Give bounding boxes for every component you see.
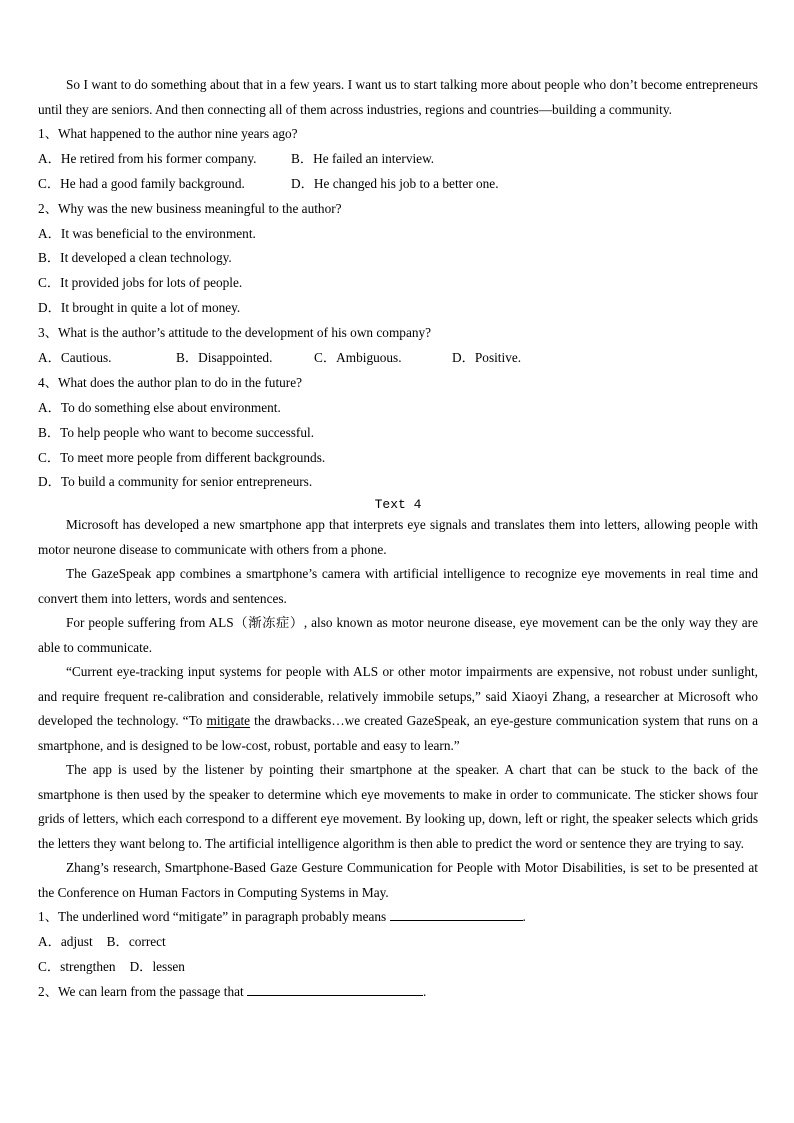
question-text: What is the author’s attitude to the development of his own company? [57,325,432,341]
passage-paragraph-3: For people suffering from ALS（渐冻症）, also known as motor neurone disease, eye movement can be the only way they are able to communicate. [38,615,758,655]
quote-text-before: “Current eye-tracking input systems for people with ALS or other motor impairments are expensive, not robust under sunlight, and require frequent re-calibration and considerable, relatively immobile setups,” said Xiaoyi Zhang, a researcher at Microsoft who developed the technology. “To [38,664,758,729]
quote-text-after: the drawbacks…we created GazeSpeak, an eye-gesture communication system that runs on a smartphone, and is designed to be low-cost, robust, portable and easy to learn.” [38,713,758,753]
option-b[interactable]: B．Disappointed. [176,350,273,366]
document-page [38,73,758,1005]
question-2-stem [38,197,758,222]
option-a[interactable]: A．Cautious. [38,350,112,366]
text4-question-1-options-row-2 [38,955,758,980]
underlined-word: mitigate [206,713,251,729]
passage-paragraph-5: The app is used by the listener by pointing their smartphone at the speaker. A chart that can be stuck to the back of the smartphone is then used by the speaker to determine which eye movements to make in order to communicate. The sticker shows four grids of letters, which each correspond to a different eye movement. By looking up, down, left or right, the speaker selects which grids the letters they want belong to. The artificial intelligence algorithm is then able to predict the word or sentence they are trying to say. [38,762,758,851]
question-number: 4、 [38,374,58,390]
option-d[interactable]: D．He changed his job to a better one. [291,175,499,191]
option-a[interactable]: A．He retired from his former company. [38,150,257,166]
question-text: The underlined word “mitigate” in paragraph probably means [57,909,390,925]
option-d[interactable]: D．To build a community for senior entrepreneurs. [38,474,313,490]
option-b[interactable]: B．It developed a clean technology. [38,250,232,266]
option-d[interactable]: D．lessen [129,959,185,975]
text4-question-1-stem [38,905,758,930]
question-text: What does the author plan to do in the future? [57,374,303,390]
question-1-stem [38,122,758,147]
question-number: 2、 [38,200,58,216]
option-c[interactable]: C．strengthen [38,959,116,975]
option-c[interactable]: C．Ambiguous. [314,350,402,366]
question-4-stem [38,371,758,396]
question-text: We can learn from the passage that [57,984,248,1000]
option-c[interactable]: C．To meet more people from different backgrounds. [38,449,326,465]
section-title: Text 4 [374,497,422,513]
text4-question-1-options-row-1 [38,930,758,955]
question-text: What happened to the author nine years ago? [57,126,298,141]
question-3-stem [38,321,758,346]
question-1-options-row-1 [38,147,758,172]
question-number: 3、 [38,325,58,341]
option-c[interactable]: C．It provided jobs for lots of people. [38,275,243,291]
option-b[interactable]: B．To help people who want to become successful. [38,424,315,440]
question-number: 2、 [38,984,58,1000]
question-3-options [38,346,758,371]
passage-paragraph-4 [38,660,758,758]
passage-paragraph-2: The GazeSpeak app combines a smartphone’s camera with artificial intelligence to recognize eye movements in real time and convert them into letters, words and sentences. [38,566,758,606]
option-d[interactable]: D．Positive. [452,350,522,366]
option-d[interactable]: D．It brought in quite a lot of money. [38,300,241,316]
passage-paragraph-1: Microsoft has developed a new smartphone app that interprets eye signals and translates them into letters, allowing people with motor neurone disease to communicate with others from a phone. [38,517,758,557]
question-1-options-row-2 [38,172,758,197]
question-number: 1、 [38,909,58,925]
passage-paragraph-6: Zhang’s research, Smartphone-Based Gaze Gesture Communication for People with Motor Disabilities, is set to be presented at the Conference on Human Factors in Computing Systems in May. [38,860,758,900]
answer-blank[interactable] [247,984,423,996]
passage-paragraph: So I want to do something about that in a few years. I want us to start talking more about people who don’t become entrepreneurs until they are seniors. And then connecting all of them across industries, regions and countries—building a community. [38,77,758,117]
question-end: . [423,984,427,1000]
question-end: . [522,909,526,925]
option-b[interactable]: B．correct [106,934,166,950]
option-a[interactable]: A．To do something else about environment. [38,399,281,415]
option-b[interactable]: B．He failed an interview. [291,150,435,166]
option-c[interactable]: C．He had a good family background. [38,175,245,191]
text4-question-2-stem [38,980,758,1005]
answer-blank[interactable] [390,909,523,921]
option-a[interactable]: A．It was beneficial to the environment. [38,225,256,241]
question-text: Why was the new business meaningful to the author? [57,200,342,216]
option-a[interactable]: A．adjust [38,934,93,950]
question-number: 1、 [38,126,58,141]
